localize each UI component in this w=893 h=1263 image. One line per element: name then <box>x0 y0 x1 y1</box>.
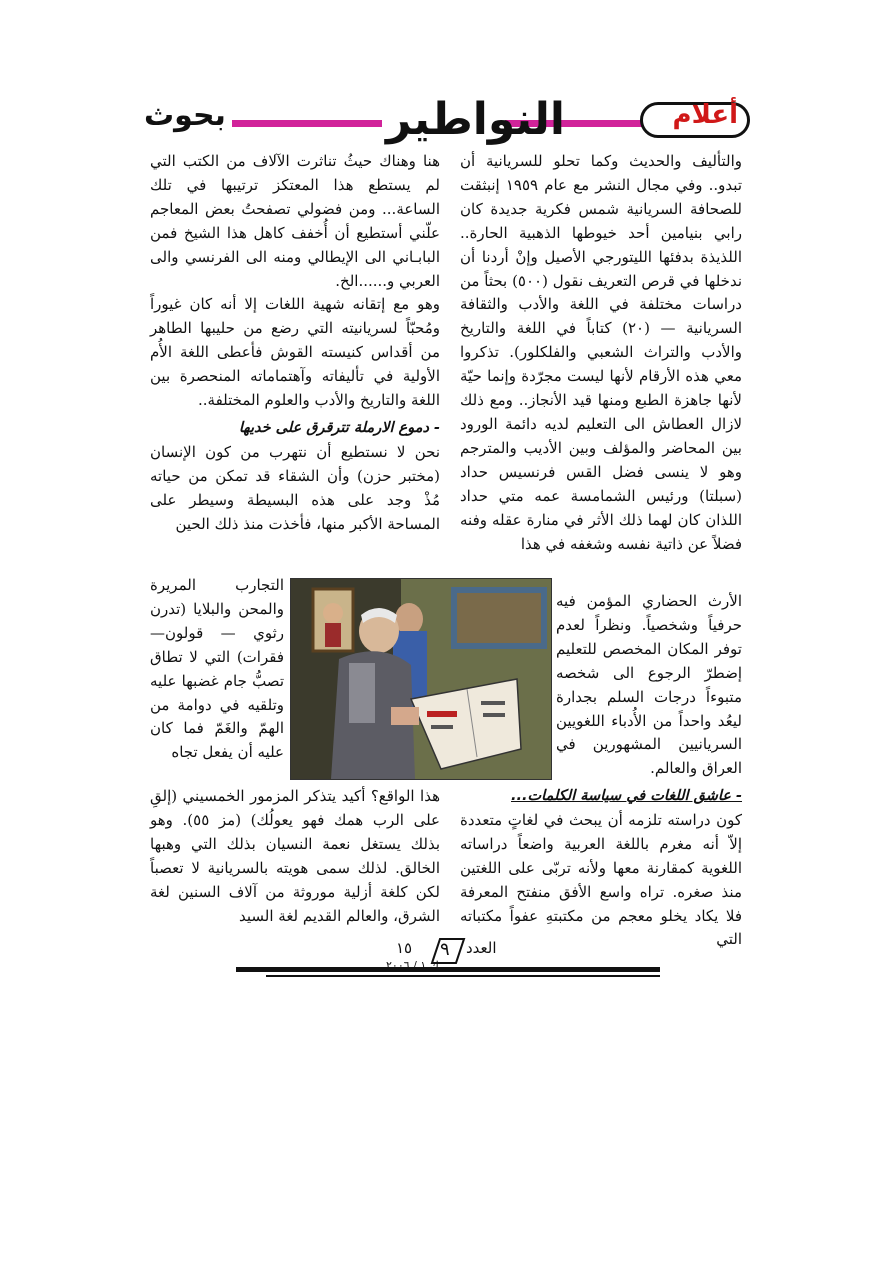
magazine-logo: النواطير <box>386 94 566 145</box>
section-heading-languages: - عاشق اللغات في سياسة الكلمات... <box>511 788 742 804</box>
section-label-right <box>640 96 750 136</box>
left-bottom-section <box>150 785 440 928</box>
left-bottom-text: هذا الواقع؟ أكيد يتذكر المزمور الخمسيني (إلقِ على الرب همك فهو يعولُك) (مز ٥٥). وهو بذلك يستغل نعمة النسيان بذلك التي وهبها الخالق. لذلك سمى هويته بالسريانية لا تعصباً لكن كلغة أزلية موروثة من آلاف السنين لغة الشرق، والعالم القديم لغة السيد <box>150 787 441 925</box>
section-heading-widow: - دموع الارملة تترقرق على خديها <box>238 419 440 436</box>
article-photo <box>290 578 552 780</box>
right-bottom-section <box>460 785 742 952</box>
photo-illustration <box>291 579 551 779</box>
masthead-accent-line-left <box>232 120 382 127</box>
right-wrap-text-block <box>556 575 742 796</box>
masthead <box>140 92 760 148</box>
issue-date: ك ١ / ٢٠٠٦ <box>386 959 439 972</box>
issue-number: ١٥ <box>396 939 413 957</box>
left-para-3: نحن لا نستطيع أن نتهرب من كون الإنسان (مختبر حزن) وأن الشقاء قد تمكن من حياته مُذْ وجد على هذه البسيطة وسيطر على المساحة الأكبر منها، فأخذت منذ ذلك الحين <box>150 442 440 533</box>
left-column <box>150 150 440 537</box>
footer-rule-thin <box>266 975 660 977</box>
section-label-left: بحوث <box>144 98 226 133</box>
footer-rule-thick <box>236 967 660 972</box>
issue-label: العدد <box>466 939 497 957</box>
left-wrap-text-block <box>150 559 284 780</box>
right-column-text: والتأليف والحديث وكما تحلو للسريانية أن تبدو.. وفي مجال النشر مع عام ١٩٥٩ إنبثقت للصحافة السريانية شمس فكرية جديدة كان رابي بنيامين أحد خيوطها الذهبية الحارة.. اللذيذة بدفئها الليتورجي الأصيل وإنْ أردنا أن ندخلها في قرص التعريف نقول (٥٠٠) بحثاً من دراسات مختلفة في اللغة والأدب والثقافة السريانية — (٢٠) كتاباً في اللغة والتاريخ والأدب والتراث الشعبي والفلكلور). تذكروا معي هذه الأرقام لأنها ليست مجرّدة وإنما حيّة لأنها جاهزة الطبع ومنها قيد الأنجاز.. ومع ذلك لازال العطاش الى التعليم لديه دائمة الورود بين المحاضر والمؤلف وبين الأديب والمترجم وهو لا ينسى فضل القس فرنسيس حداد (سبلتا) ورئيس الشمامسة عمه متي حداد اللذان كان لهما ذلك الأثر في منارة عقله وفنه فضلاً عن ذاتية نفسه وشغفه في هذا <box>460 152 743 553</box>
left-para-2: وهو مع إتقانه شهية اللغات إلا أنه كان غيوراً ومُحبّاً لسريانيته التي رضع من حليبها الطاهر من أقداس كنيسته القوش فأعطى اللغة الأُم الأولية في تأليفاته وآهتماماته المنحصرة بين اللغة والتاريخ والأدب والعلوم المختلفة.. <box>150 295 440 410</box>
left-para-1: هنا وهناك حيثُ تناثرت الآلاف من الكتب التي لم يستطع هذا المعتكز ترتيبها في تلك الساعة... ومن فضولي تصفحتُ بعض المعاجم علّني أستطيع أن أُخفف كاهل هذا الشيخ فمن البابـاني الى الإيطالي ومنه الى الفرنسي والى العربي و......الخ. <box>150 152 440 290</box>
section-label-text: أعلام <box>672 100 738 130</box>
left-wrap-text: التجارب المريرة والمحن والبلايا (تدرن رثوي — قولون— فقرات) التي لا تطاق تصبُّ جام غضبها عليه وتلقيه في دوامة من الهمّ والغَمّ فما كان عليه أن يفعل تجاه <box>150 576 284 762</box>
right-wrap-text: الأرث الحضاري المؤمن فيه حرفياً وشخصياً. ونظراً لعدم توفر المكان المخصص للتعليم إضطرّ الرجوع الى شخصه متبوءاً درجات السلم بجدارة ليعُد واحداً من الأُدباء اللغويين السريانيين المشهورين في العراق والعالم. <box>556 592 742 778</box>
right-column <box>460 150 742 556</box>
page-number-text: ٩ <box>440 939 450 960</box>
page-footer <box>236 935 660 985</box>
right-bottom-text: كون دراسته تلزمه أن يبحث في لغاتٍ متعددة إلاّ أنه مغرم باللغة العربية واضعاً دراساته اللغوية كمقارنة معها ولأنه تربّى على اللغتين منذ صغره. تراه واسع الأفق منفتح المعرفة فلا يكاد يخلو معجم من مكتبتهِ عفواً مكتباته التي <box>460 810 742 949</box>
